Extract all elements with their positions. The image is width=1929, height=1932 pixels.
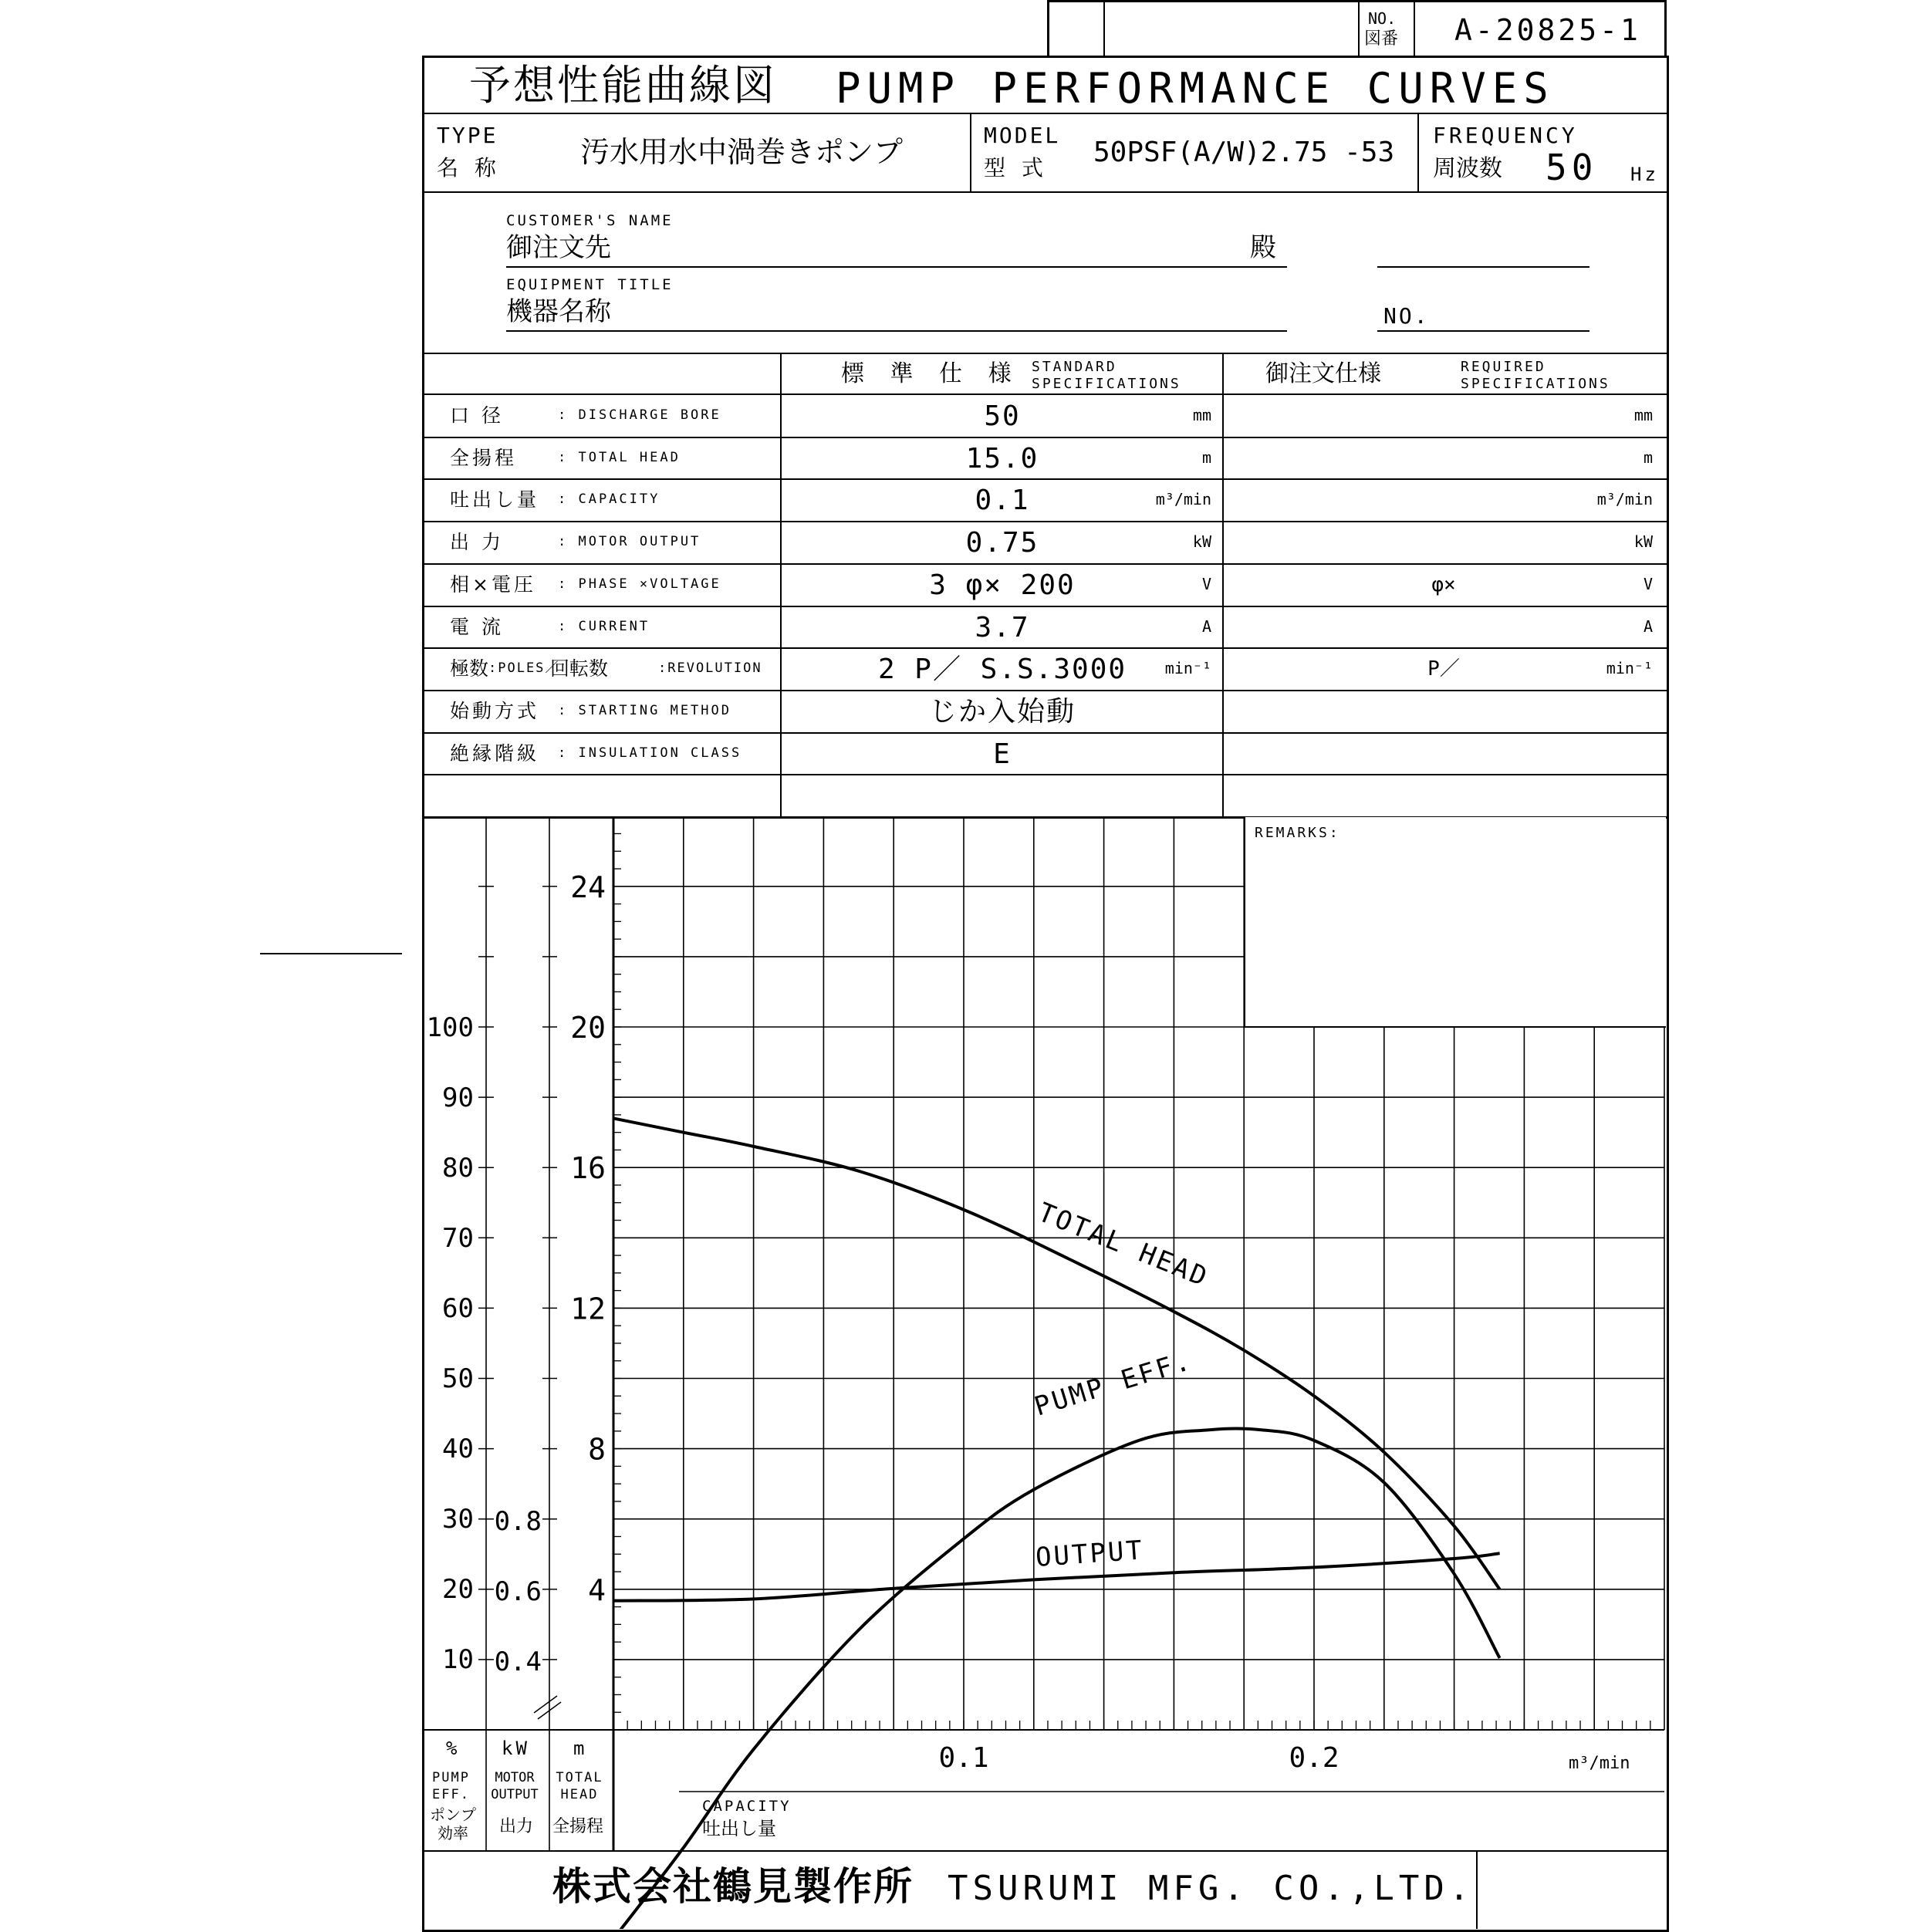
customer-honorific: 殿 (1250, 232, 1276, 263)
eff-tick-label: 70 (442, 1223, 474, 1254)
spec-label-ja: 吐出し量 (450, 488, 540, 512)
x-tick-label: 0.2 (1289, 1742, 1339, 1774)
spec-label-ja: 出 力 (450, 531, 504, 554)
head-tick-label: 12 (570, 1292, 606, 1326)
motor-output-label-en: MOTOR OUTPUT (491, 1770, 539, 1802)
head-tick-label: 24 (570, 870, 606, 904)
x-tick-label: 0.1 (938, 1742, 989, 1774)
model-value: 50PSF(A/W)2.75 -53 (1093, 137, 1395, 168)
remarks-box (1244, 817, 1666, 1028)
spec-label-en: : MOTOR OUTPUT (558, 534, 701, 550)
type-value: 汚水用水中渦巻きポンプ (580, 135, 904, 169)
margin-mark (260, 953, 402, 954)
customer-name-label-en: CUSTOMER'S NAME (506, 212, 674, 229)
spec-standard-value: 3 φ× 200 (929, 569, 1076, 601)
spec-label-en: : INSULATION CLASS (558, 745, 742, 761)
company-name-en: TSURUMI MFG. CO.,LTD. (948, 1869, 1475, 1908)
chart-labels (427, 870, 1339, 1774)
spec-standard-unit: m³/min (1155, 490, 1211, 509)
total-head-label-en: TOTAL HEAD (556, 1770, 603, 1802)
spec-standard-unit: kW (1192, 532, 1211, 552)
eff-tick-label: 80 (442, 1153, 474, 1184)
spec-label-ja: 絶縁階級 (450, 741, 540, 765)
spec-required-unit: V (1643, 574, 1653, 593)
spec-label-ja: 相×電圧 (450, 573, 536, 596)
standard-spec-header-en: STANDARD SPECIFICATIONS (1032, 359, 1181, 392)
output-tick-label: 0.6 (494, 1576, 542, 1607)
spec-standard-value: 0.1 (975, 485, 1030, 517)
spec-standard-unit: m (1201, 448, 1211, 467)
spec-label-en: : CURRENT (558, 618, 650, 634)
total-head-curve-label: TOTAL HEAD (1033, 1197, 1214, 1294)
eff-tick-label: 50 (442, 1363, 474, 1394)
spec-required-unit: A (1643, 616, 1653, 636)
spec-standard-value: E (993, 738, 1012, 770)
drawing-no-label-en: NO. (1368, 9, 1397, 28)
pump-eff-curve-label: PUMP EFF. (1030, 1345, 1196, 1423)
spec-standard-unit: mm (1192, 406, 1211, 424)
output-tick-label: 0.8 (494, 1506, 542, 1537)
head-tick-label: 8 (588, 1432, 606, 1467)
output-curve-label: OUTPUT (1034, 1535, 1146, 1573)
axis-break-mark (534, 1696, 557, 1713)
pump-eff-unit: % (446, 1738, 458, 1759)
motor-output-label-ja: 出力 (499, 1817, 534, 1836)
head-tick-label: 16 (570, 1151, 606, 1186)
head-tick-label: 4 (588, 1572, 606, 1607)
spec-required-unit: min⁻¹ (1606, 659, 1653, 678)
motor-output-unit: kW (502, 1738, 530, 1759)
company-name-ja: 株式会社鶴見製作所 (552, 1863, 914, 1909)
spec-label-en: : PHASE ×VOLTAGE (558, 576, 721, 592)
pump-eff-label-en: PUMP EFF. (432, 1770, 470, 1802)
frequency-label-en: FREQUENCY (1433, 123, 1578, 148)
spec-required-unit: m (1643, 448, 1653, 467)
x-axis-label-en: CAPACITY (702, 1798, 792, 1815)
spec-label-en: : STARTING METHOD (558, 702, 731, 718)
eff-tick-label: 40 (442, 1434, 474, 1464)
standard-spec-header-ja: 標 準 仕 様 (841, 360, 1021, 387)
eff-tick-label: 10 (442, 1644, 474, 1675)
head-tick-label: 20 (570, 1011, 606, 1045)
drawing-no-label-ja: 図番 (1364, 29, 1399, 49)
equipment-label-ja: 機器名称 (506, 296, 611, 327)
frequency-unit: Hz (1630, 164, 1659, 185)
spec-standard-value: 15.0 (965, 442, 1039, 475)
page-title-en: PUMP PERFORMANCE CURVES (836, 64, 1555, 113)
frequency-label-ja: 周波数 (1433, 155, 1502, 182)
required-spec-header-en: REQUIRED SPECIFICATIONS (1461, 359, 1610, 392)
spec-label-ja-2: 回転数 (550, 657, 609, 681)
equipment-no-label: NO. (1383, 303, 1430, 329)
spec-required-unit: mm (1633, 406, 1653, 424)
spec-standard-unit: min⁻¹ (1164, 659, 1211, 678)
spec-standard-unit: A (1201, 616, 1211, 636)
eff-tick-label: 100 (426, 1012, 474, 1043)
spec-standard-value: 2 P／ S.S.3000 (877, 654, 1127, 686)
type-label-en: TYPE (437, 123, 498, 148)
frequency-value: 50 (1546, 147, 1598, 188)
spec-label-ja: 極数 (450, 657, 489, 681)
x-axis-unit: m³/min (1569, 1754, 1630, 1773)
page-title-ja: 予想性能曲線図 (469, 61, 777, 110)
spec-required-unit: m³/min (1596, 490, 1653, 509)
spec-standard-unit: V (1201, 574, 1211, 593)
type-label-ja: 名 称 (437, 155, 501, 181)
spec-label-en-2: :REVOLUTION (658, 660, 762, 677)
spec-required-unit: kW (1633, 532, 1653, 552)
spec-label-en: : CAPACITY (558, 491, 660, 508)
spec-label-en: : DISCHARGE BORE (558, 407, 721, 423)
spec-label-en: : TOTAL HEAD (558, 449, 681, 465)
spec-required-value: P／ (1427, 657, 1460, 681)
pump-eff-label-ja: ポンプ効率 (430, 1805, 476, 1842)
required-spec-header-ja: 御注文仕様 (1265, 360, 1381, 387)
spec-standard-value: 50 (984, 400, 1021, 432)
spec-required-value: φ× (1431, 573, 1456, 596)
spec-label-ja: 始動方式 (450, 699, 540, 722)
total-head-label-ja: 全揚程 (552, 1817, 604, 1836)
model-label-ja: 型 式 (984, 155, 1048, 181)
spec-label-ja: 全揚程 (450, 446, 518, 469)
eff-tick-label: 90 (442, 1083, 474, 1113)
eff-tick-label: 20 (442, 1574, 474, 1605)
drawing-no-value: A-20825-1 (1454, 13, 1641, 47)
spec-standard-value: 3.7 (975, 611, 1030, 643)
x-axis-label-ja: 吐出し量 (702, 1818, 776, 1839)
output-tick-label: 0.4 (494, 1647, 542, 1677)
eff-tick-label: 60 (442, 1293, 474, 1324)
spec-standard-value: 0.75 (965, 527, 1039, 559)
spec-label-ja: 口 径 (450, 404, 504, 427)
model-label-en: MODEL (984, 123, 1061, 148)
curve-pump-eff- (613, 1429, 1500, 1929)
remarks-label: REMARKS: (1255, 825, 1340, 841)
spec-label-en: :POLES／ (488, 660, 560, 677)
equipment-label-en: EQUIPMENT TITLE (506, 276, 674, 293)
eff-tick-label: 30 (442, 1504, 474, 1535)
spec-standard-value: じか入始動 (928, 695, 1076, 728)
customer-name-label-ja: 御注文先 (506, 232, 611, 263)
spec-label-ja: 電 流 (450, 615, 504, 638)
total-head-unit: m (573, 1738, 585, 1759)
